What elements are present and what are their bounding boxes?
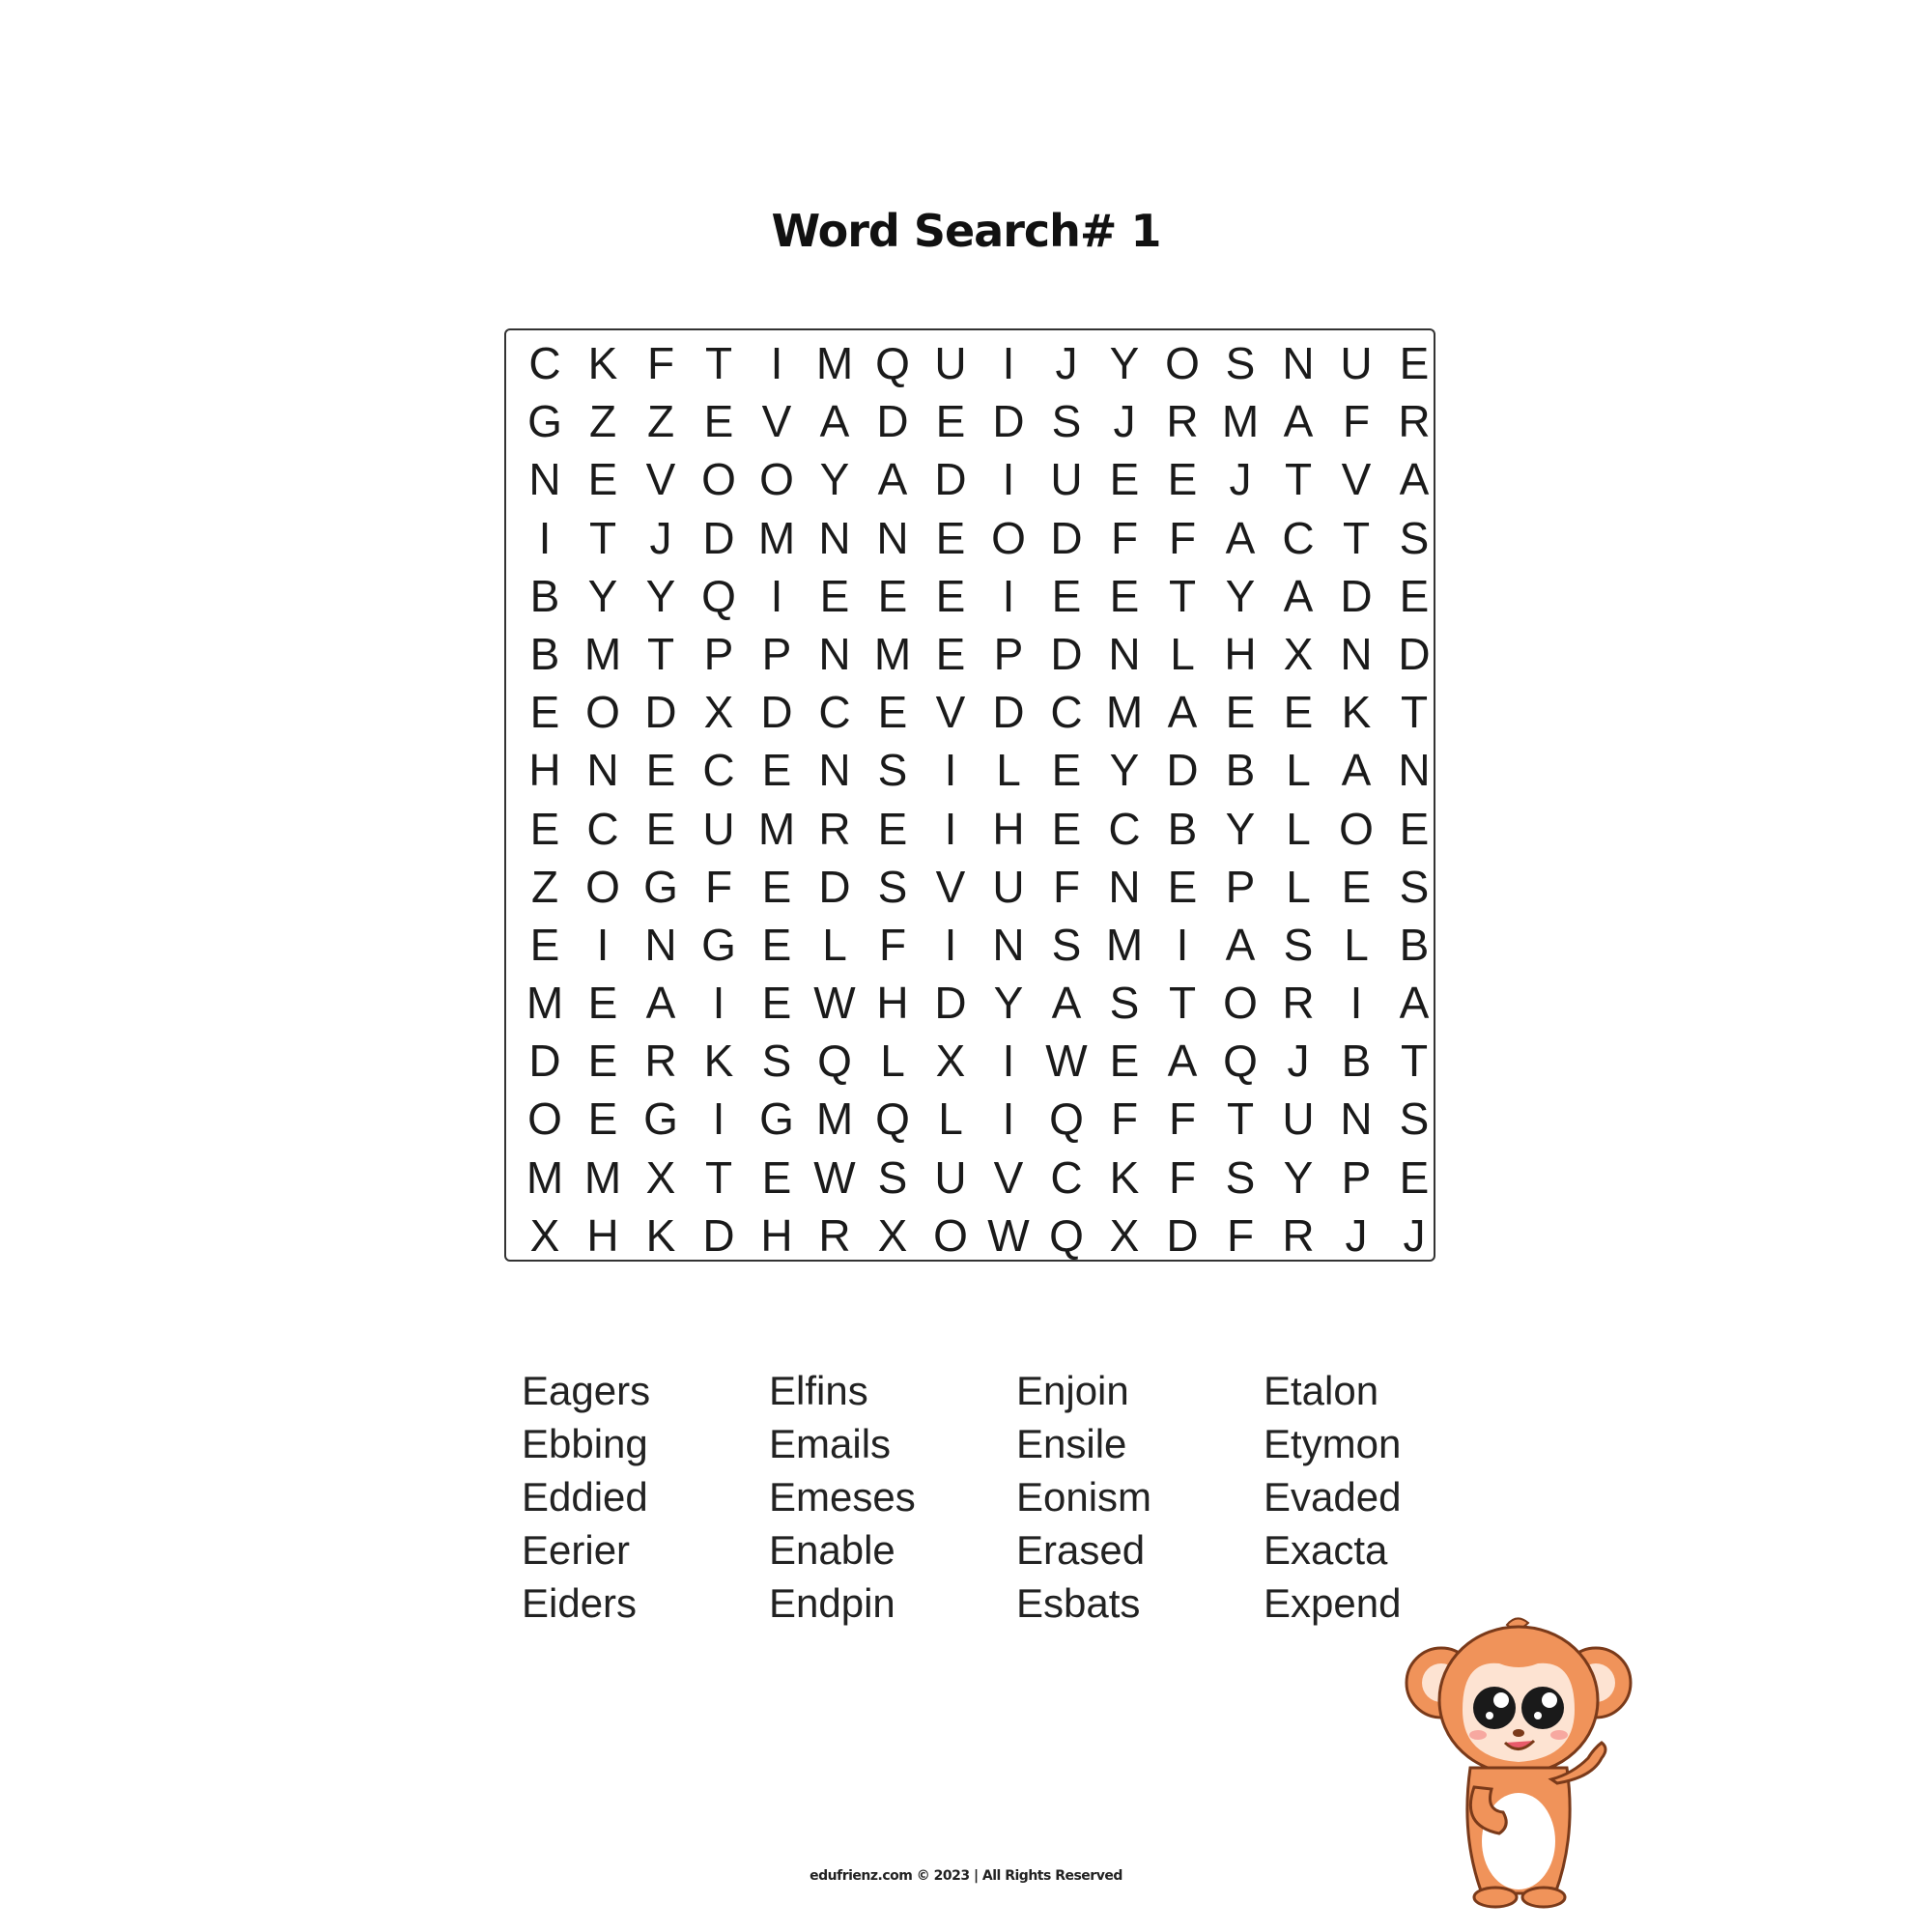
- grid-cell: U: [1282, 1094, 1315, 1145]
- grid-cell: F: [646, 338, 675, 388]
- grid-cell: N: [586, 745, 619, 796]
- grid-cell: T: [1400, 1036, 1429, 1087]
- grid-cell: D: [992, 687, 1025, 738]
- grid-cell: D: [1340, 570, 1373, 621]
- grid-cell: T: [588, 512, 617, 563]
- grid-cell: E: [935, 512, 966, 563]
- grid-cell: F: [1110, 1094, 1139, 1145]
- grid-cell: V: [935, 861, 966, 912]
- grid-cell: J: [1229, 454, 1252, 505]
- grid-cell: X: [645, 1151, 676, 1203]
- grid-cell: E: [1399, 570, 1430, 621]
- grid-cell: R: [818, 803, 851, 854]
- grid-cell: E: [529, 803, 560, 854]
- grid-cell: T: [1342, 512, 1371, 563]
- grid-cell: U: [992, 861, 1025, 912]
- grid-cell: C: [702, 745, 735, 796]
- grid-cell: P: [761, 628, 792, 679]
- grid-cell: L: [996, 745, 1021, 796]
- grid-cell: E: [645, 745, 676, 796]
- grid-cell: X: [935, 1036, 966, 1087]
- grid-cell: O: [701, 454, 736, 505]
- grid-cell: E: [1399, 1151, 1430, 1203]
- grid-cell: V: [993, 1151, 1024, 1203]
- grid-cell: I: [1002, 454, 1015, 505]
- grid-cell: E: [587, 1036, 618, 1087]
- grid-cell: A: [1051, 978, 1082, 1029]
- grid-cell: T: [704, 338, 733, 388]
- grid-cell: L: [938, 1094, 963, 1145]
- grid-cell: B: [1167, 803, 1198, 854]
- grid-cell: A: [1341, 745, 1372, 796]
- grid-cell: Q: [1049, 1209, 1084, 1261]
- grid-cell: H: [992, 803, 1025, 854]
- word-list-item: Eerier: [522, 1527, 631, 1573]
- grid-cell: O: [1165, 338, 1200, 388]
- grid-cell: O: [1223, 978, 1258, 1029]
- grid-cell: K: [1341, 687, 1372, 738]
- word-list-item: Etymon: [1264, 1421, 1402, 1466]
- grid-cell: D: [1050, 628, 1083, 679]
- grid-cell: O: [759, 454, 794, 505]
- grid-cell: U: [702, 803, 735, 854]
- grid-cell: A: [877, 454, 908, 505]
- grid-cell: D: [1050, 512, 1083, 563]
- grid-cell: J: [1113, 396, 1136, 447]
- grid-cell: N: [992, 919, 1025, 970]
- grid-cell: F: [1342, 396, 1371, 447]
- grid-cell: S: [1399, 1094, 1430, 1145]
- grid-cell: G: [643, 1094, 678, 1145]
- grid-cell: L: [1286, 861, 1311, 912]
- word-list-item: Eagers: [522, 1368, 651, 1413]
- grid-cell: A: [645, 978, 676, 1029]
- grid-cell: E: [877, 803, 908, 854]
- grid-cell: N: [1108, 628, 1141, 679]
- grid-cell: I: [1002, 338, 1015, 388]
- grid-cell: B: [529, 570, 560, 621]
- grid-cell: M: [873, 628, 912, 679]
- grid-cell: E: [1109, 1036, 1140, 1087]
- grid-cell: S: [1051, 396, 1082, 447]
- grid-cell: E: [877, 687, 908, 738]
- grid-cell: E: [645, 803, 676, 854]
- grid-cell: L: [822, 919, 847, 970]
- grid-cell: V: [935, 687, 966, 738]
- grid-cell: A: [1283, 570, 1314, 621]
- grid-cell: T: [704, 1151, 733, 1203]
- word-list-item: Evaded: [1264, 1474, 1402, 1520]
- grid-cell: N: [818, 745, 851, 796]
- grid-cell: B: [1341, 1036, 1372, 1087]
- grid-cell: E: [1283, 687, 1314, 738]
- grid-cell: U: [934, 1151, 967, 1203]
- grid-cell: I: [944, 919, 957, 970]
- grid-cell: E: [587, 978, 618, 1029]
- grid-cell: Z: [646, 396, 675, 447]
- grid-cell: F: [704, 861, 733, 912]
- grid-cell: L: [1286, 803, 1311, 854]
- grid-cell: C: [1282, 512, 1315, 563]
- word-list-item: Endpin: [769, 1580, 895, 1626]
- grid-cell: D: [702, 512, 735, 563]
- grid-cell: E: [1399, 338, 1430, 388]
- grid-cell: E: [819, 570, 850, 621]
- grid-cell: I: [1002, 1094, 1015, 1145]
- grid-cell: J: [1345, 1209, 1368, 1261]
- grid-cell: M: [815, 338, 854, 388]
- grid-cell: A: [1283, 396, 1314, 447]
- grid-cell: N: [644, 919, 677, 970]
- grid-cell: U: [1340, 338, 1373, 388]
- grid-cell: I: [712, 1094, 725, 1145]
- grid-cell: E: [1341, 861, 1372, 912]
- grid-cell: O: [527, 1094, 562, 1145]
- grid-cell: D: [528, 1036, 561, 1087]
- grid-cell: W: [813, 978, 856, 1029]
- grid-cell: J: [1403, 1209, 1426, 1261]
- grid-cell: C: [1108, 803, 1141, 854]
- grid-cell: D: [760, 687, 793, 738]
- grid-cell: G: [759, 1094, 794, 1145]
- grid-cell: X: [1109, 1209, 1140, 1261]
- word-search-grid-frame: [504, 328, 1435, 1262]
- grid-cell: D: [1166, 1209, 1199, 1261]
- word-list-item: Enable: [769, 1527, 895, 1573]
- grid-cell: C: [1050, 687, 1083, 738]
- grid-cell: Q: [817, 1036, 852, 1087]
- grid-cell: C: [586, 803, 619, 854]
- grid-cell: I: [944, 745, 957, 796]
- word-list-item: Emails: [769, 1421, 892, 1466]
- grid-cell: Y: [645, 570, 676, 621]
- grid-cell: P: [993, 628, 1024, 679]
- grid-cell: R: [1282, 978, 1315, 1029]
- grid-cell: X: [703, 687, 734, 738]
- grid-cell: E: [587, 454, 618, 505]
- grid-cell: N: [1398, 745, 1431, 796]
- grid-cell: P: [1341, 1151, 1372, 1203]
- grid-cell: M: [1105, 687, 1144, 738]
- grid-cell: N: [1340, 1094, 1373, 1145]
- word-list: [522, 1364, 1511, 1630]
- grid-cell: S: [1283, 919, 1314, 970]
- grid-cell: S: [877, 1151, 908, 1203]
- grid-cell: D: [1166, 745, 1199, 796]
- page-title: Word Search# 1: [771, 205, 1161, 257]
- grid-cell: E: [761, 919, 792, 970]
- grid-cell: E: [1399, 803, 1430, 854]
- grid-cell: T: [1168, 570, 1197, 621]
- grid-cell: L: [1286, 745, 1311, 796]
- grid-cell: X: [877, 1209, 908, 1261]
- grid-cell: R: [1166, 396, 1199, 447]
- grid-cell: T: [646, 628, 675, 679]
- grid-cell: I: [1002, 570, 1015, 621]
- grid-cell: F: [1052, 861, 1081, 912]
- grid-cell: S: [761, 1036, 792, 1087]
- grid-cell: G: [527, 396, 562, 447]
- grid-cell: G: [643, 861, 678, 912]
- grid-cell: H: [760, 1209, 793, 1261]
- grid-cell: S: [1225, 338, 1256, 388]
- grid-cell: D: [876, 396, 909, 447]
- grid-cell: I: [944, 803, 957, 854]
- grid-cell: N: [1282, 338, 1315, 388]
- grid-cell: E: [1167, 861, 1198, 912]
- grid-cell: M: [526, 1151, 564, 1203]
- grid-cell: D: [992, 396, 1025, 447]
- word-list-item: Eiders: [522, 1580, 638, 1626]
- grid-cell: S: [1225, 1151, 1256, 1203]
- grid-cell: Z: [530, 861, 559, 912]
- grid-cell: S: [877, 861, 908, 912]
- grid-cell: K: [645, 1209, 676, 1261]
- grid-cell: C: [818, 687, 851, 738]
- grid-cell: Q: [701, 570, 736, 621]
- grid-cell: S: [1399, 861, 1430, 912]
- grid-cell: P: [1225, 861, 1256, 912]
- grid-cell: S: [1399, 512, 1430, 563]
- grid-cell: T: [1284, 454, 1313, 505]
- grid-cell: E: [1225, 687, 1256, 738]
- grid-cell: A: [1225, 512, 1256, 563]
- grid-cell: O: [1339, 803, 1374, 854]
- word-list-item: Emeses: [769, 1474, 916, 1520]
- grid-cell: E: [935, 396, 966, 447]
- grid-cell: R: [644, 1036, 677, 1087]
- grid-cell: L: [880, 1036, 905, 1087]
- grid-cell: F: [1168, 512, 1197, 563]
- grid-cell: I: [1002, 1036, 1015, 1087]
- grid-cell: Z: [588, 396, 617, 447]
- word-list-item: Elfins: [769, 1368, 868, 1413]
- grid-cell: N: [528, 454, 561, 505]
- grid-cell: H: [1224, 628, 1257, 679]
- grid-cell: M: [757, 803, 796, 854]
- grid-cell: E: [761, 745, 792, 796]
- grid-cell: E: [1109, 570, 1140, 621]
- grid-cell: T: [1226, 1094, 1255, 1145]
- grid-cell: S: [1051, 919, 1082, 970]
- monkey-mascot-icon: [1403, 1613, 1634, 1913]
- grid-cell: I: [596, 919, 610, 970]
- grid-cell: X: [1283, 628, 1314, 679]
- grid-cell: E: [529, 687, 560, 738]
- grid-cell: F: [878, 919, 907, 970]
- grid-cell: N: [1340, 628, 1373, 679]
- grid-cell: E: [877, 570, 908, 621]
- grid-cell: M: [757, 512, 796, 563]
- grid-cell: I: [1350, 978, 1363, 1029]
- grid-cell: D: [1398, 628, 1431, 679]
- grid-cell: D: [818, 861, 851, 912]
- grid-cell: K: [703, 1036, 734, 1087]
- grid-cell: V: [1341, 454, 1372, 505]
- grid-cell: W: [1045, 1036, 1088, 1087]
- grid-cell: L: [1170, 628, 1195, 679]
- grid-cell: Y: [993, 978, 1024, 1029]
- grid-cell: N: [818, 628, 851, 679]
- grid-cell: T: [1400, 687, 1429, 738]
- grid-cell: L: [1344, 919, 1369, 970]
- grid-cell: H: [876, 978, 909, 1029]
- grid-cell: N: [876, 512, 909, 563]
- grid-cell: Y: [1225, 803, 1256, 854]
- word-list-item: Expend: [1264, 1580, 1402, 1626]
- grid-cell: N: [818, 512, 851, 563]
- grid-cell: A: [1225, 919, 1256, 970]
- grid-cell: F: [1168, 1151, 1197, 1203]
- grid-cell: Q: [875, 1094, 910, 1145]
- grid-cell: A: [1399, 454, 1430, 505]
- word-search-grid: [516, 334, 1443, 1264]
- grid-cell: I: [712, 978, 725, 1029]
- grid-cell: B: [1399, 919, 1430, 970]
- grid-cell: M: [526, 978, 564, 1029]
- grid-cell: P: [703, 628, 734, 679]
- grid-cell: Y: [587, 570, 618, 621]
- grid-cell: E: [1051, 803, 1082, 854]
- grid-cell: Q: [1223, 1036, 1258, 1087]
- grid-cell: E: [935, 570, 966, 621]
- grid-cell: A: [1167, 1036, 1198, 1087]
- grid-cell: O: [585, 687, 620, 738]
- grid-cell: J: [1055, 338, 1078, 388]
- grid-cell: E: [935, 628, 966, 679]
- grid-cell: T: [1168, 978, 1197, 1029]
- word-list-item: Eddied: [522, 1474, 648, 1520]
- grid-cell: V: [761, 396, 792, 447]
- grid-cell: M: [1221, 396, 1260, 447]
- grid-cell: X: [529, 1209, 560, 1261]
- grid-cell: V: [645, 454, 676, 505]
- grid-cell: I: [770, 338, 783, 388]
- grid-cell: F: [1110, 512, 1139, 563]
- grid-cell: M: [815, 1094, 854, 1145]
- grid-cell: D: [934, 978, 967, 1029]
- word-list-item: Esbats: [1016, 1580, 1141, 1626]
- grid-cell: R: [1282, 1209, 1315, 1261]
- grid-cell: Q: [1049, 1094, 1084, 1145]
- grid-cell: M: [1105, 919, 1144, 970]
- grid-cell: Y: [1109, 745, 1140, 796]
- copyright-footer: edufrienz.com © 2023 | All Rights Reserved: [810, 1868, 1122, 1884]
- grid-cell: F: [1226, 1209, 1255, 1261]
- grid-cell: D: [702, 1209, 735, 1261]
- word-list-item: Ebbing: [522, 1421, 648, 1466]
- grid-cell: S: [877, 745, 908, 796]
- word-list-item: Exacta: [1264, 1527, 1388, 1573]
- grid-cell: E: [1051, 570, 1082, 621]
- grid-cell: E: [587, 1094, 618, 1145]
- grid-cell: U: [934, 338, 967, 388]
- grid-cell: C: [528, 338, 561, 388]
- grid-cell: Y: [1109, 338, 1140, 388]
- grid-cell: Y: [1225, 570, 1256, 621]
- grid-cell: I: [1176, 919, 1189, 970]
- grid-cell: K: [587, 338, 618, 388]
- grid-cell: E: [529, 919, 560, 970]
- grid-cell: E: [761, 861, 792, 912]
- grid-cell: F: [1168, 1094, 1197, 1145]
- grid-cell: I: [770, 570, 783, 621]
- grid-cell: W: [813, 1151, 856, 1203]
- grid-cell: Y: [1283, 1151, 1314, 1203]
- grid-cell: B: [529, 628, 560, 679]
- word-list-item: Etalon: [1264, 1368, 1379, 1413]
- grid-cell: I: [538, 512, 552, 563]
- word-list-item: Ensile: [1016, 1421, 1127, 1466]
- grid-cell: E: [1051, 745, 1082, 796]
- grid-cell: D: [644, 687, 677, 738]
- grid-cell: M: [583, 1151, 622, 1203]
- grid-cell: K: [1109, 1151, 1140, 1203]
- grid-cell: W: [987, 1209, 1030, 1261]
- grid-cell: R: [1398, 396, 1431, 447]
- grid-cell: M: [583, 628, 622, 679]
- grid-cell: U: [1050, 454, 1083, 505]
- grid-cell: R: [818, 1209, 851, 1261]
- grid-cell: J: [649, 512, 672, 563]
- grid-cell: E: [761, 978, 792, 1029]
- grid-cell: C: [1050, 1151, 1083, 1203]
- grid-cell: A: [1167, 687, 1198, 738]
- word-list-item: Enjoin: [1016, 1368, 1129, 1413]
- grid-cell: E: [1167, 454, 1198, 505]
- grid-cell: Y: [819, 454, 850, 505]
- grid-cell: E: [1109, 454, 1140, 505]
- grid-cell: J: [1287, 1036, 1310, 1087]
- grid-cell: A: [819, 396, 850, 447]
- grid-cell: B: [1225, 745, 1256, 796]
- grid-cell: D: [934, 454, 967, 505]
- grid-cell: H: [586, 1209, 619, 1261]
- grid-cell: G: [701, 919, 736, 970]
- grid-cell: O: [585, 861, 620, 912]
- grid-cell: O: [933, 1209, 968, 1261]
- grid-cell: H: [528, 745, 561, 796]
- grid-cell: N: [1108, 861, 1141, 912]
- grid-cell: E: [761, 1151, 792, 1203]
- grid-cell: Q: [875, 338, 910, 388]
- grid-cell: A: [1399, 978, 1430, 1029]
- word-list-item: Erased: [1016, 1527, 1146, 1573]
- grid-cell: O: [991, 512, 1026, 563]
- word-list-item: Eonism: [1016, 1474, 1152, 1520]
- grid-cell: S: [1109, 978, 1140, 1029]
- grid-cell: E: [703, 396, 734, 447]
